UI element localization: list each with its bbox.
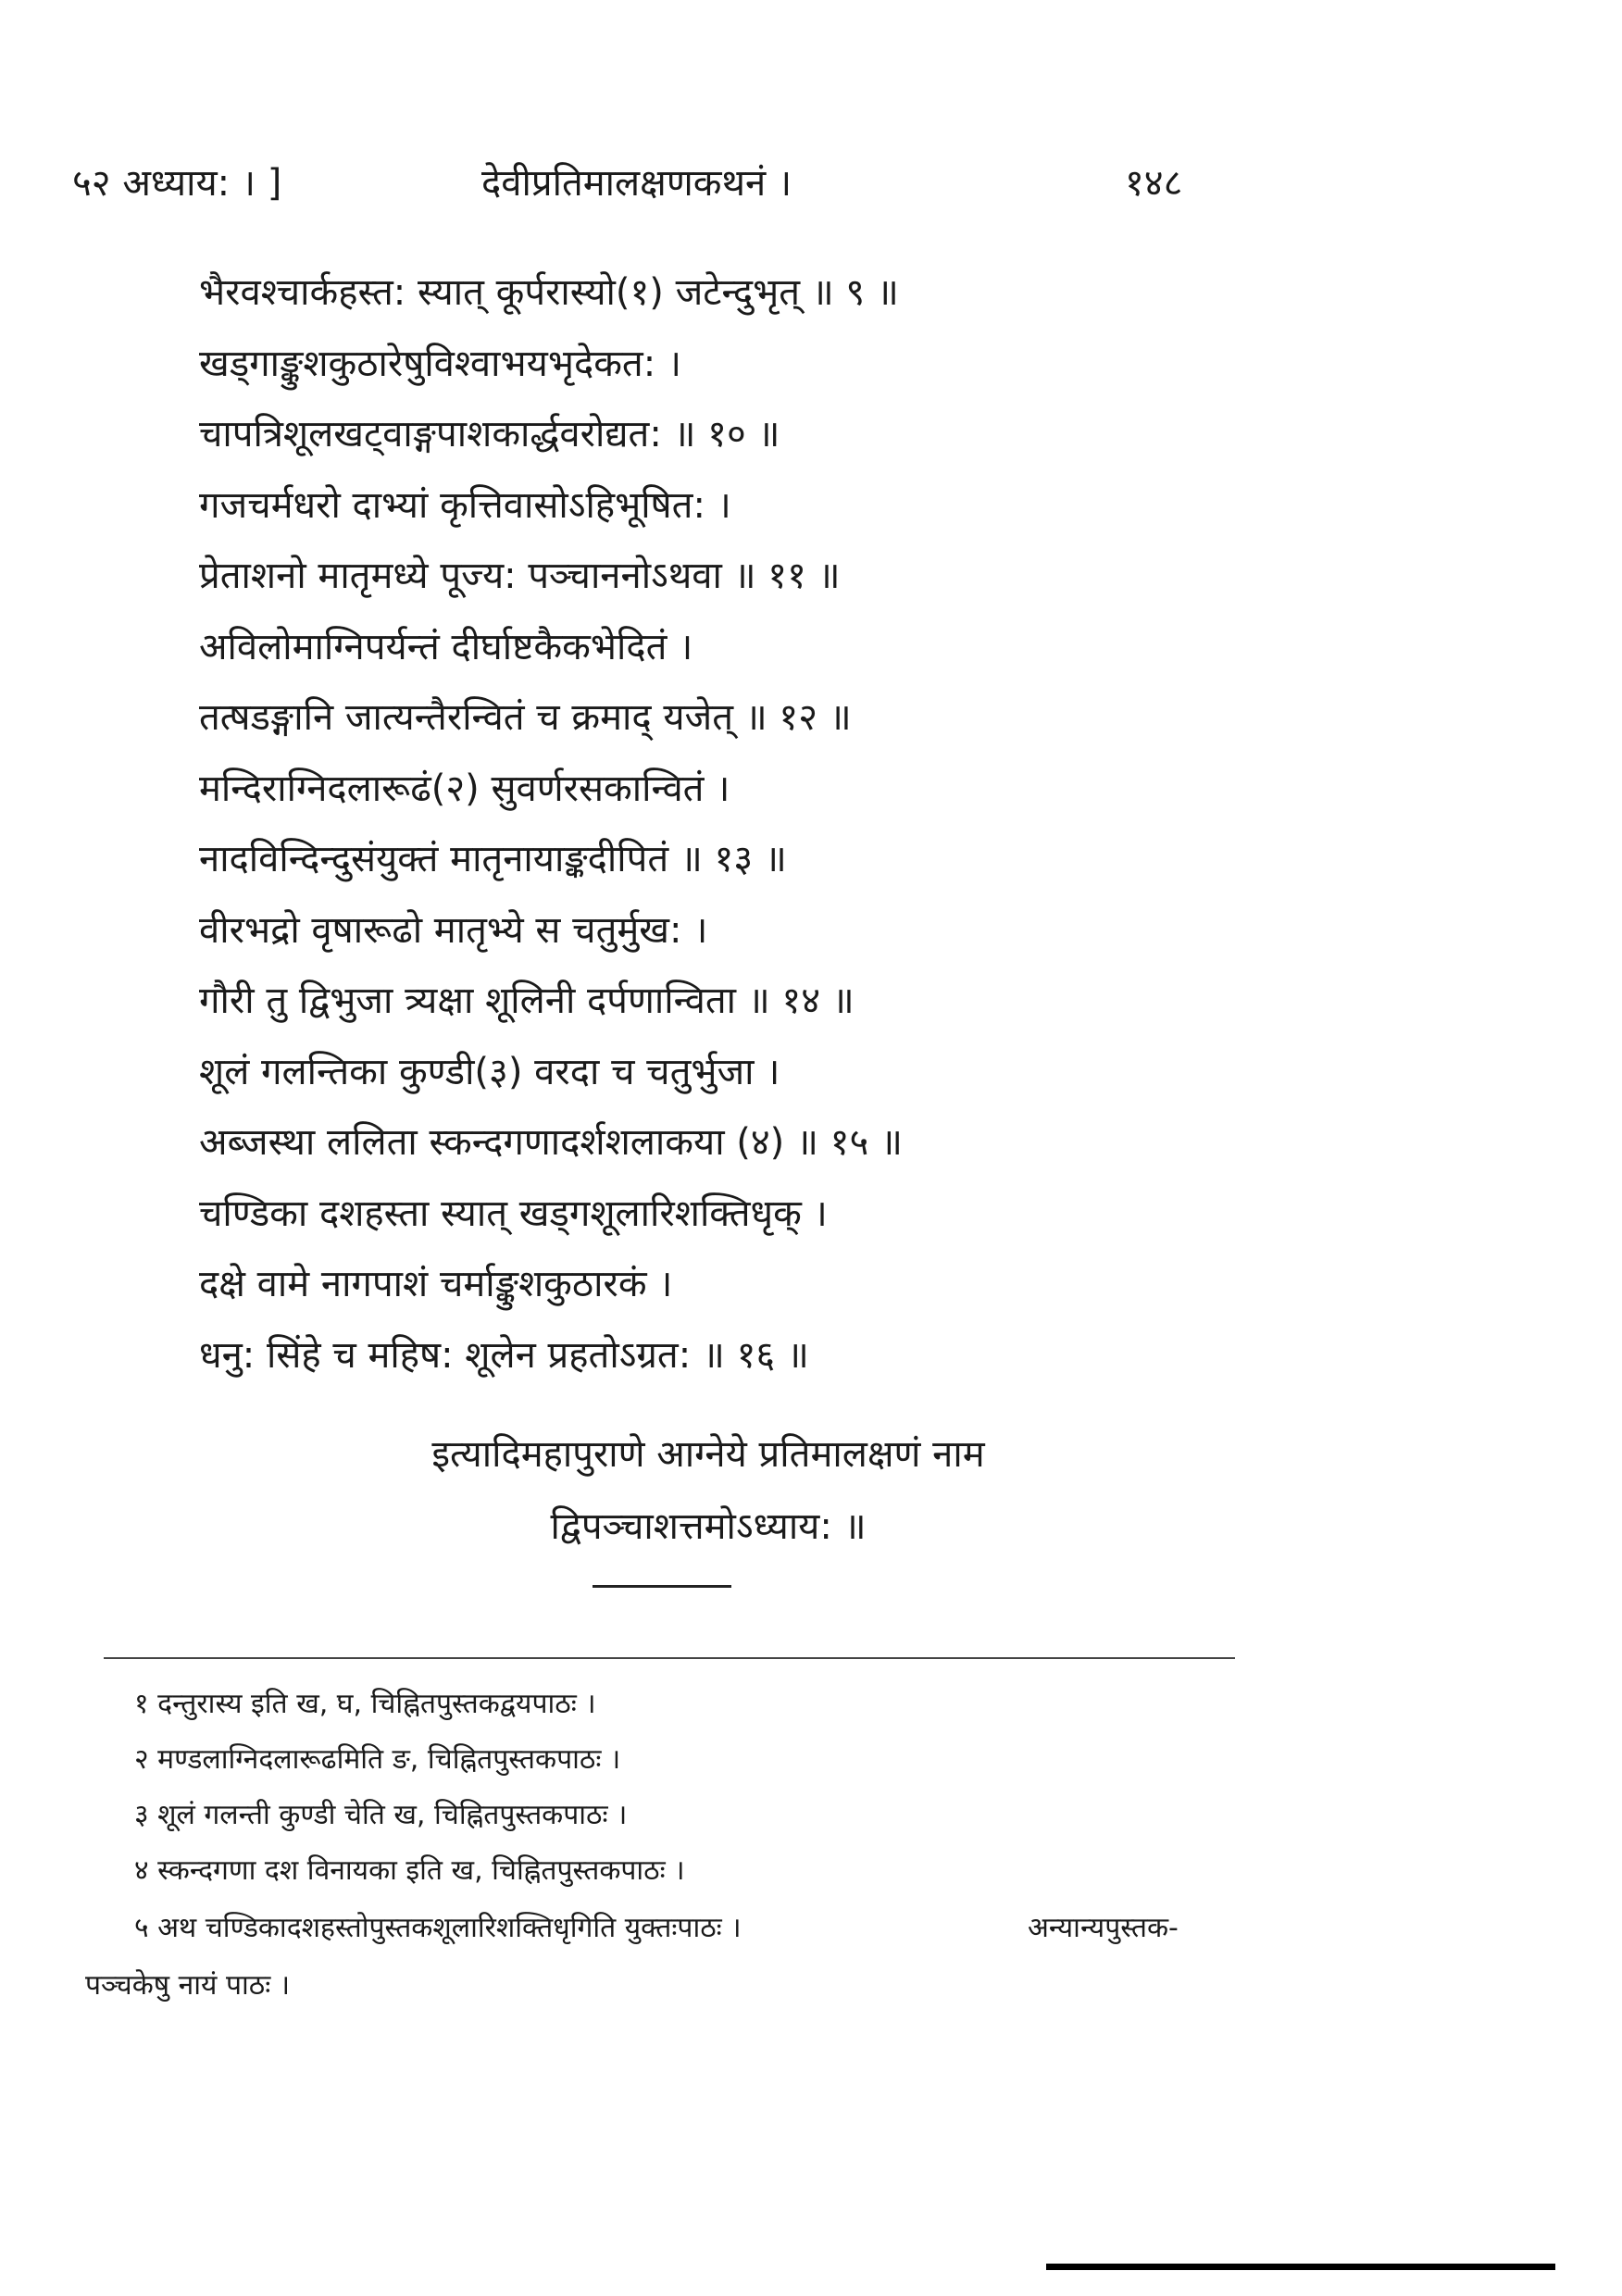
verse-line: चण्डिका दशहस्ता स्यात् खड्गशूलारिशक्तिधृक् ।	[199, 1192, 828, 1235]
colophon-line-1: इत्यादिमहापुराणे आग्नेये प्रतिमालक्षणं नाम	[431, 1433, 985, 1476]
bottom-rule	[1046, 2264, 1555, 2270]
verse-line: प्रेताशनो मातृमध्ये पूज्य: पञ्चाननोऽथवा ॥ ११ ॥	[199, 555, 841, 597]
colophon-line-2: द्विपञ्चाशत्तमोऽध्याय: ॥	[550, 1505, 867, 1548]
verse-line: मन्दिराग्निदलारूढं(२) सुवर्णरसकान्वितं ।	[199, 767, 730, 810]
verse-line: खड्गाङ्कुशकुठारेषुविश्वाभयभृदेकत: ।	[199, 342, 682, 385]
footnote-3: ३ शूलं गलन्ती कुण्डी चेति ख, चिह्नितपुस्तकपाठः ।	[134, 1799, 628, 1831]
running-header-title: देवीप्रतिमालक्षणकथनं ।	[481, 162, 792, 205]
verse-line: शूलं गलन्तिका कुण्डी(३) वरदा च चतुर्भुजा ।	[199, 1050, 780, 1093]
running-header-chapter: ५२ अध्याय: । ]	[72, 162, 282, 205]
footnote-5: ५ अथ चण्डिकादशहस्तोपुस्तकशूलारिशक्तिधृगिति युक्तःपाठः ।	[134, 1912, 742, 1944]
footnote-5-wrap: पञ्चकेषु नायं पाठः ।	[85, 1969, 291, 2002]
verse-line: धनु: सिंहे च महिष: शूलेन प्रहतोऽग्रत: ॥ १६ ॥	[199, 1333, 809, 1377]
chapter-colophon	[292, 1418, 1125, 1563]
verse-line: चापत्रिशूलखट्वाङ्गपाशकार्द्धवरोद्यत: ॥ १० ॥	[199, 413, 780, 455]
verse-line: अविलोमाग्निपर्यन्तं दीर्घाष्टकैकभेदितं ।	[199, 625, 693, 668]
verse-line: वीरभद्रो वृषारूढो मातृभ्ये स चतुर्मुख: ।	[199, 908, 708, 952]
chapter-end-rule	[593, 1585, 731, 1588]
verse-line: भैरवश्चार्कहस्त: स्यात् कूर्परास्यो(१) जटेन्दुभृत् ॥ ९ ॥	[199, 271, 899, 314]
verse-line: तत्षडङ्गानि जात्यन्तैरन्वितं च क्रमाद् यजेत् ॥ १२ ॥	[199, 696, 852, 739]
verse-line: नादविन्दिन्दुसंयुक्तं मातृनायाङ्कदीपितं ॥ १३ ॥	[199, 838, 787, 880]
verse-line: अब्जस्था ललिता स्कन्दगणादर्शशलाकया (४) ॥ १५ ॥	[199, 1121, 903, 1164]
footnote-5-continuation: अन्यान्यपुस्तक-	[1028, 1912, 1179, 1944]
footnote-4: ४ स्कन्दगणा दश विनायका इति ख, चिह्नितपुस्तकपाठः ।	[134, 1854, 685, 1887]
footnote-divider	[104, 1657, 1235, 1659]
footnote-1: १ दन्तुरास्य इति ख, घ, चिह्नितपुस्तकद्वयपाठः ।	[134, 1688, 596, 1720]
verse-line: गौरी तु द्विभुजा त्र्यक्षा शूलिनी दर्पणान्विता ॥ १४ ॥	[199, 980, 855, 1022]
page-number: १४८	[1125, 162, 1183, 205]
verse-line: गजचर्मधरो दाभ्यां कृत्तिवासोऽहिभूषित: ।	[199, 483, 731, 527]
verse-line: दक्षे वामे नागपाशं चर्माङ्कुशकुठारकं ।	[199, 1263, 673, 1305]
verse-block	[199, 257, 1495, 1391]
footnote-2: २ मण्डलाग्निदलारूढमिति ङ, चिह्नितपुस्तकपाठः ।	[134, 1743, 621, 1776]
